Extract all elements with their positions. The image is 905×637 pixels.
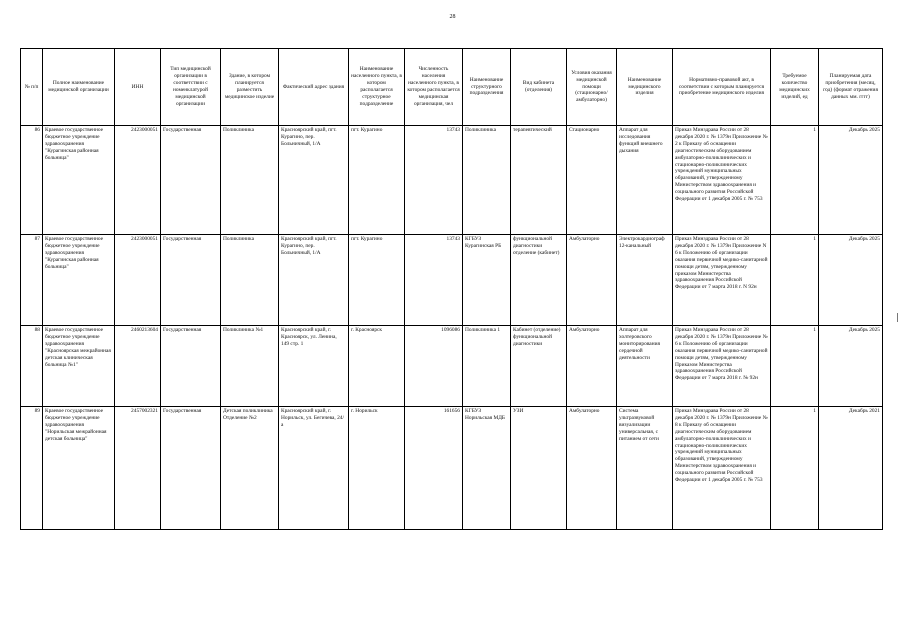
- row-unit: Поликлиника 1: [463, 326, 511, 407]
- header-locality: Наименование населенного пункта, в котором располагается структурное подразделение: [349, 49, 405, 126]
- row-population: 13743: [405, 235, 463, 326]
- row-locality: пгт. Курагино: [349, 126, 405, 235]
- row-address: Красноярский край, пгт. Курагино, пер. Больничный, 1/А: [279, 126, 349, 235]
- row-cabinet: функциональной диагностики отделение (кабинет): [511, 235, 567, 326]
- row-building: Поликлиника: [221, 235, 279, 326]
- row-org: Краевое государственное бюджетное учреждение здравоохранения "Курагинская районная больница": [43, 126, 115, 235]
- row-inn: 2423000051: [115, 235, 161, 326]
- row-qty: 1: [771, 407, 819, 530]
- row-device: Аппарат для холтеровского мониторирования сердечной деятельности: [617, 326, 673, 407]
- row-locality: г. Красноярск: [349, 326, 405, 407]
- row-type: Государственная: [161, 126, 221, 235]
- header-building: Здание, в котором планируется разместить медицинское изделие: [221, 49, 279, 126]
- row-building: Детская поликлиника Отделение №2: [221, 407, 279, 530]
- row-device: Электрокардиограф 12-канальный: [617, 235, 673, 326]
- margin-mark: [897, 313, 898, 322]
- row-type: Государственная: [161, 326, 221, 407]
- row-inn: 2423000051: [115, 126, 161, 235]
- row-device: Аппарат для исследования функций внешнего дыхания: [617, 126, 673, 235]
- row-num: 87: [21, 235, 43, 326]
- row-conditions: Амбулаторно: [567, 407, 617, 530]
- row-date: Декабрь 2021: [819, 407, 883, 530]
- header-act: Нормативно-правовой акт, в соответствии с которым планируется приобретение медицинского изделия: [673, 49, 771, 126]
- row-cabinet: терапевтический: [511, 126, 567, 235]
- row-building: Поликлиника: [221, 126, 279, 235]
- row-num: 88: [21, 326, 43, 407]
- row-address: Красноярский край, пгт. Курагино, пер. Больничный, 1/А: [279, 235, 349, 326]
- row-org: Краевое государственное бюджетное учреждение здравоохранения "Красноярская межрайонная детская клиническая больница №1": [43, 326, 115, 407]
- row-unit: КГБУЗ Курагинская РБ: [463, 235, 511, 326]
- row-act: Приказ Минздрава России от 28 декабря 2020 г. № 1379н Приложение № 8 к Приказу об оснащении диагностическим оборудованием амбулаторно-поликлинических и стационарно-поликлинических учреждений муниципальных образований, утвержденному Министерством здравоохранения и социального развития Российской Федерации от 1 декабря 2005 г. № 753: [673, 407, 771, 530]
- header-type: Тип медицинской организации в соответствии с номенклатурой медицинской организации: [161, 49, 221, 126]
- row-population: 13743: [405, 126, 463, 235]
- header-conditions: Условия оказания медицинской помощи (стационарно/амбулаторно): [567, 49, 617, 126]
- header-unit: Наименование структурного подразделения: [463, 49, 511, 126]
- row-building: Поликлиника №1: [221, 326, 279, 407]
- row-qty: 1: [771, 126, 819, 235]
- row-unit: Поликлиника: [463, 126, 511, 235]
- row-qty: 1: [771, 235, 819, 326]
- row-type: Государственная: [161, 407, 221, 530]
- row-type: Государственная: [161, 235, 221, 326]
- table-row: [21, 407, 883, 530]
- row-inn: 2460213604: [115, 326, 161, 407]
- table-row: [21, 326, 883, 407]
- row-population: 1096086: [405, 326, 463, 407]
- row-locality: г. Норильск: [349, 407, 405, 530]
- row-conditions: Стационарно: [567, 126, 617, 235]
- row-date: Декабрь 2025: [819, 235, 883, 326]
- header-qty: Требуемое количество медицинских изделий, ед: [771, 49, 819, 126]
- row-cabinet: Кабинет (отделение) функциональной диагностики: [511, 326, 567, 407]
- row-locality: пгт. Курагино: [349, 235, 405, 326]
- row-device: Система ультразвуковой визуализации универсальная, с питанием от сети: [617, 407, 673, 530]
- row-conditions: Амбулаторно: [567, 326, 617, 407]
- row-inn: 2457002321: [115, 407, 161, 530]
- header-num: № п/п: [21, 49, 43, 126]
- row-act: Приказ Минздрава России от 28 декабря 2020 г. № 1379н Приложение № 2 к Приказу об оснащении диагностическим оборудованием амбулаторно-поликлинических и стационарно-поликлинических учреждений муниципальных образований, утвержденному Министерством здравоохранения и социального развития Российской Федерации от 1 декабря 2005 г. № 753: [673, 126, 771, 235]
- row-conditions: Амбулаторно: [567, 235, 617, 326]
- page-number: 28: [449, 14, 456, 20]
- table-row: [21, 126, 883, 235]
- row-act: Приказ Минздрава России от 28 декабря 2020 г. № 1379н Приложение № 6 к Положению об организации оказания первичной медико-санитарной помощи детям, утвержденному Приказом Министерства здравоохранения Российской Федерации от 7 марта 2018 г. № 92н: [673, 326, 771, 407]
- row-date: Декабрь 2025: [819, 326, 883, 407]
- header-population: Численность населения населенного пункта, в котором располагается медицинская организация, чел: [405, 49, 463, 126]
- row-qty: 1: [771, 326, 819, 407]
- row-act: Приказ Минздрава России от 28 декабря 2020 г. № 1379н Приложение N 6 к Положению об организации оказания первичной медико-санитарной помощи детям, утвержденному приказом Министерства здравоохранения Российской Федерации от 7 марта 2018 г. N 92н: [673, 235, 771, 326]
- header-inn: ИНН: [115, 49, 161, 126]
- row-num: 89: [21, 407, 43, 530]
- header-device: Наименование медицинского изделия: [617, 49, 673, 126]
- header-address: Фактический адрес здания: [279, 49, 349, 126]
- row-org: Краевое государственное бюджетное учреждение здравоохранения "Курагинская районная больница": [43, 235, 115, 326]
- equipment-table: [20, 48, 883, 530]
- row-unit: КГБУЗ Норильская МДБ: [463, 407, 511, 530]
- header-cabinet: Вид кабинета (отделения): [511, 49, 567, 126]
- row-cabinet: УЗИ: [511, 407, 567, 530]
- row-address: Красноярский край, г. Норильск, ул. Бегичева, 24/а: [279, 407, 349, 530]
- table-header-row: [21, 49, 883, 126]
- row-org: Краевое государственное бюджетное учреждение здравоохранения "Норильская межрайонная детская больница": [43, 407, 115, 530]
- row-population: 161656: [405, 407, 463, 530]
- header-org: Полное наименование медицинской организации: [43, 49, 115, 126]
- row-num: 86: [21, 126, 43, 235]
- table-row: [21, 235, 883, 326]
- row-address: Красноярский край, г. Красноярск, ул. Ленина, 149 стр. 1: [279, 326, 349, 407]
- header-date: Планируемая дата приобретения (месяц, год) (формат отражения данных мм. гггг): [819, 49, 883, 126]
- row-date: Декабрь 2025: [819, 126, 883, 235]
